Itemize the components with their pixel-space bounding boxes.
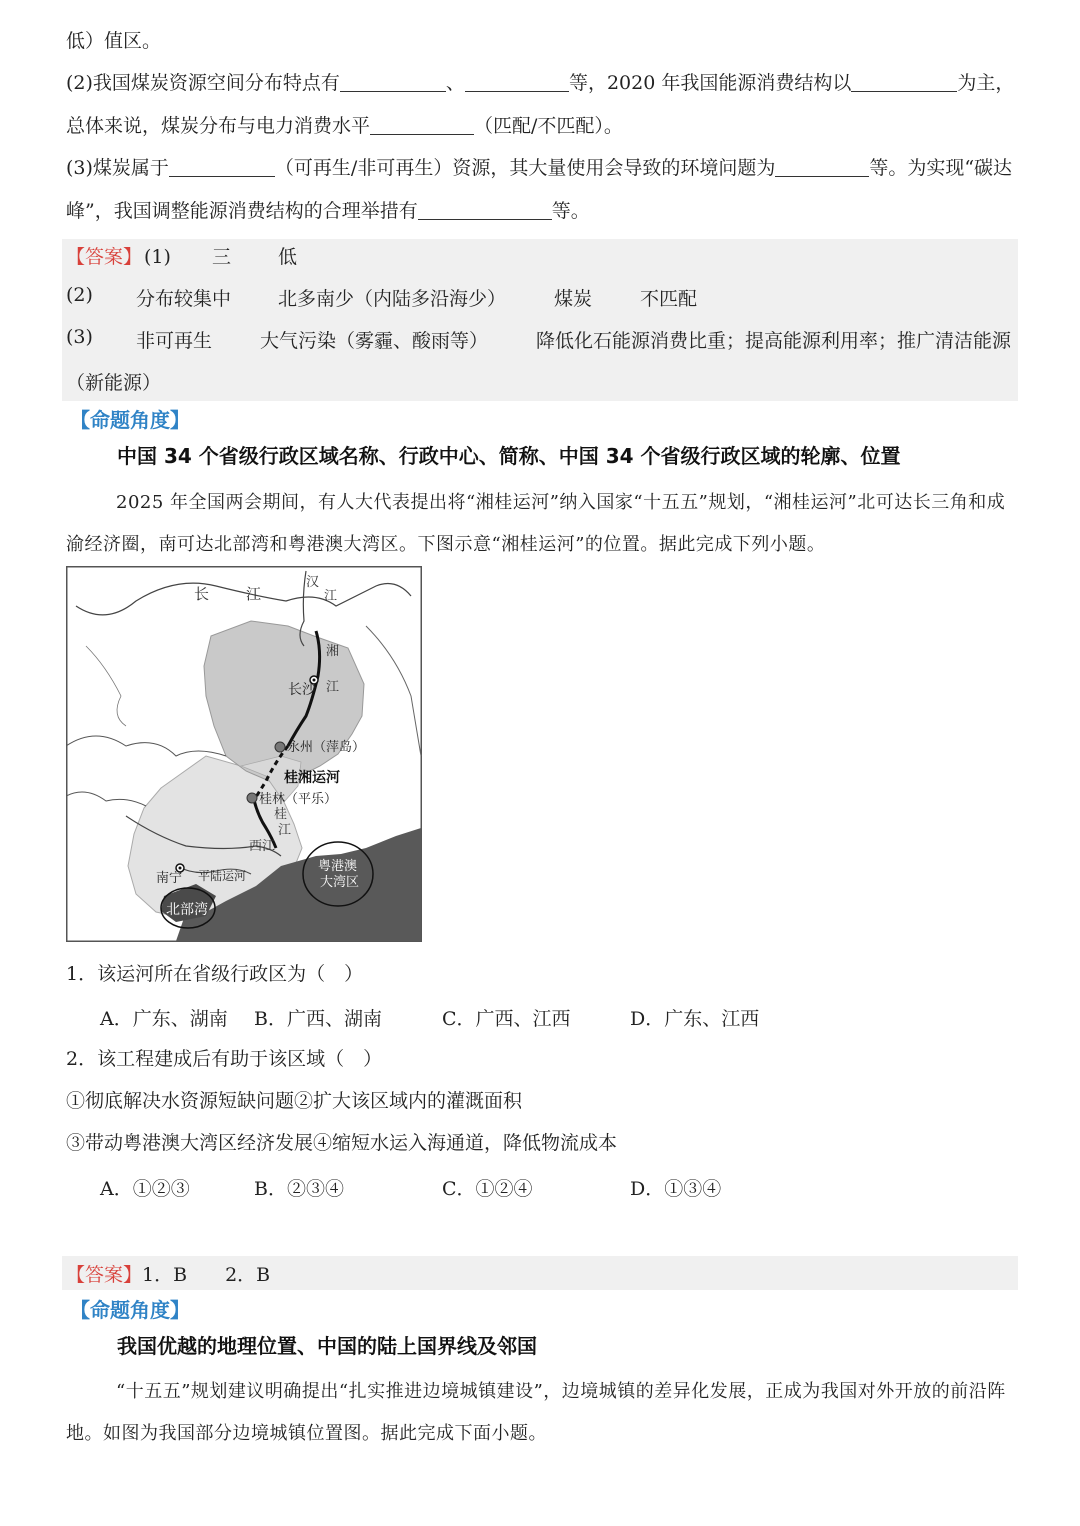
label-nanning: 南宁 xyxy=(156,871,183,886)
label-hanjiang-a: 汉 xyxy=(306,575,320,590)
answer-3-2: 大气污染（雾霾、酸雨等） xyxy=(260,330,489,352)
answer-blank[interactable] xyxy=(465,71,569,92)
answer-tag: 【答案】 xyxy=(66,1264,143,1286)
topic-heading: 中国 34 个省级行政区域名称、行政中心、简称、中国 34 个省级行政区域的轮廓、位置 xyxy=(117,444,901,468)
q2-statements-1: ①彻底解决水资源短缺问题②扩大该区域内的灌溉面积 xyxy=(66,1090,523,1112)
answer-1-1: 三 xyxy=(212,246,232,268)
prev-line-2: 总体来说，煤炭分布与电力消费水平 （匹配/不匹配）。 xyxy=(66,115,623,137)
label-gui-b: 江 xyxy=(278,823,292,838)
prev-line-4: 峰”，我国调整能源消费结构的合理举措有 等。 xyxy=(66,200,590,222)
label-pinglu-canal: 平陆运河 xyxy=(198,869,247,883)
intro-paragraph-2: “十五五”规划建议明确提出“扎实推进边境城镇建设”，边境城镇的差异化发展，正成为我国对外开放的前沿阵地。如图为我国部分边境城镇位置图。据此完成下面小题。 xyxy=(66,1381,1006,1444)
q2-statements-2: ③带动粤港澳大湾区经济发展④缩短水运入海通道，降低物流成本 xyxy=(66,1132,618,1154)
answer-2-2: 北多南少（内陆多沿海少） xyxy=(278,288,507,310)
question-2-stem: 2．该工程建成后有助于该区域（ ） xyxy=(66,1048,383,1070)
section-tag-angle-2: 【命题角度】 xyxy=(70,1298,190,1322)
intro-paragraph: 2025 年全国两会期间，有人大代表提出将“湘桂运河”纳入国家“十五五”规划，“湘桂运河”北可达长三角和成渝经济圈，南可达北部湾和粤港澳大湾区。下图示意“湘桂运河”的位置。据此完成下列小题。 xyxy=(66,492,1006,555)
answer-blank[interactable] xyxy=(169,156,275,177)
answer-box-1 xyxy=(62,239,1018,401)
label-changsha: 长沙 xyxy=(288,682,316,698)
topic-heading-2: 我国优越的地理位置、中国的陆上国界线及邻国 xyxy=(117,1334,537,1358)
canal-map xyxy=(66,566,422,942)
answer-2-1: 分布较集中 xyxy=(136,288,232,310)
q1-option-d[interactable]: D．广东、江西 xyxy=(630,1008,760,1030)
answer-row-1: 【答案】 (1) xyxy=(66,246,171,268)
label-xijiang: 西江 xyxy=(249,839,276,854)
answer-3-cont: （新能源） xyxy=(66,372,162,394)
answer-blank[interactable] xyxy=(340,71,446,92)
label-xiang-a: 湘 xyxy=(326,644,340,659)
answer-1-2: 低 xyxy=(278,246,298,268)
answer-2-text: 1．B 2．B xyxy=(142,1264,271,1286)
answer-blank[interactable] xyxy=(370,114,474,135)
prev-line-1: (2)我国煤炭资源空间分布特点有 、 等，2020 年我国能源消费结构以 为主， xyxy=(66,72,1015,94)
label-xiang-b: 江 xyxy=(326,680,340,695)
answer-2-row xyxy=(66,1260,270,1287)
label-guilin: 桂林（平乐） xyxy=(259,792,338,807)
answer-blank[interactable] xyxy=(775,156,869,177)
label-gba-b: 大湾区 xyxy=(320,875,360,890)
answer-2-num: (2) xyxy=(66,284,93,306)
label-beibuwan: 北部湾 xyxy=(166,902,208,918)
question-1-stem: 1．该运河所在省级行政区为（ ） xyxy=(66,963,364,985)
q1-option-b[interactable]: B．广西、湖南 xyxy=(254,1008,382,1030)
label-yongzhou: 永州（萍岛） xyxy=(287,740,366,755)
q2-option-b[interactable]: B．②③④ xyxy=(254,1178,344,1200)
answer-2-4: 不匹配 xyxy=(640,288,698,310)
answer-2-3: 煤炭 xyxy=(554,288,593,310)
label-gui-a: 桂 xyxy=(274,807,288,822)
prev-line-3: (3)煤炭属于 （可再生/非可再生）资源，其大量使用会导致的环境问题为 等。为实现“碳达 xyxy=(66,157,1013,179)
q1-option-c[interactable]: C．广西、江西 xyxy=(442,1008,571,1030)
q2-option-a[interactable]: A．①②③ xyxy=(100,1178,190,1200)
label-hanjiang-b: 江 xyxy=(324,589,338,604)
section-tag-angle: 【命题角度】 xyxy=(70,408,190,432)
answer-3-1: 非可再生 xyxy=(136,330,213,352)
label-changjiang-a: 长 xyxy=(194,585,210,603)
q2-option-c[interactable]: C．①②④ xyxy=(442,1178,533,1200)
label-changjiang-b: 江 xyxy=(246,585,262,603)
answer-3-num: (3) xyxy=(66,326,93,348)
label-canal: 桂湘运河 xyxy=(284,770,340,786)
q1-option-a[interactable]: A．广东、湖南 xyxy=(100,1008,228,1030)
answer-blank[interactable] xyxy=(851,71,957,92)
answer-tag: 【答案】 xyxy=(66,246,143,268)
answer-blank[interactable] xyxy=(418,199,552,220)
label-gba-a: 粤港澳 xyxy=(318,859,358,874)
prev-line-0: 低）值区。 xyxy=(66,30,162,52)
answer-box-2 xyxy=(62,1256,1018,1290)
q2-option-d[interactable]: D．①③④ xyxy=(630,1178,722,1200)
answer-3-3: 降低化石能源消费比重；提高能源利用率；推广清洁能源 xyxy=(536,330,1012,352)
